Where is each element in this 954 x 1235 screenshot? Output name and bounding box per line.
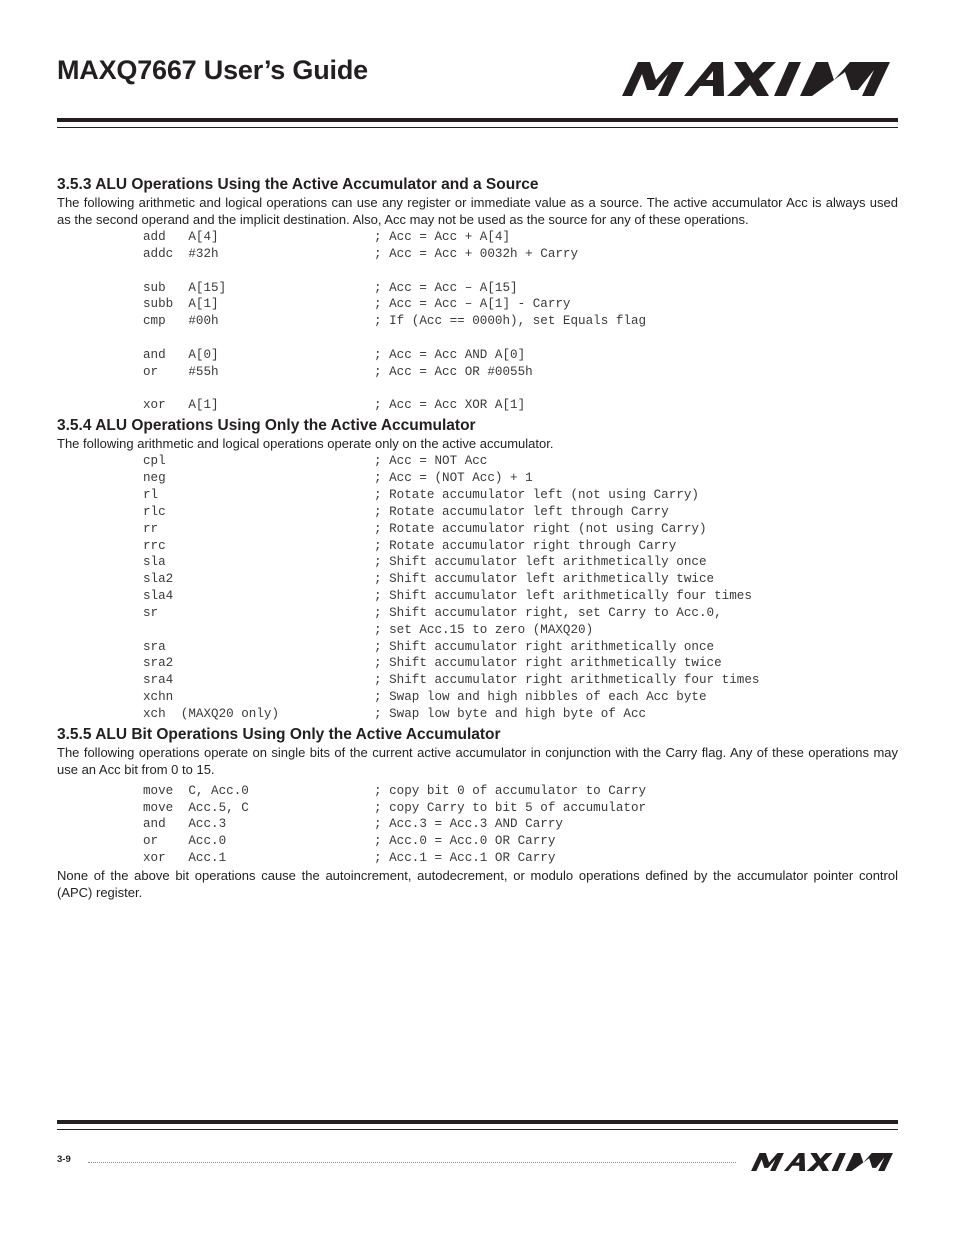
code-listing: [143, 783, 898, 867]
section-heading: 3.5.4 ALU Operations Using Only the Active Accumulator: [57, 417, 476, 435]
code-comment: ; Acc.3 = Acc.3 AND Carry: [374, 817, 563, 832]
code-listing: [143, 453, 898, 723]
code-instruction: move Acc.5, C: [143, 800, 249, 815]
code-instruction: rlc: [143, 504, 166, 519]
code-line: [143, 470, 898, 487]
code-line: [143, 364, 898, 381]
code-instruction: or #55h: [143, 364, 219, 379]
section-intro: The following arithmetic and logical operations operate only on the active accumulator.: [57, 436, 554, 452]
code-comment: ; Acc = Acc OR #0055h: [374, 364, 533, 379]
code-line: [143, 453, 898, 470]
section-intro: The following arithmetic and logical operations can use any register or immediate value as a source. The active accumulator Acc is always used as the second operand and the implicit destination. Also, Acc may not be used as the source for any of these operations.: [57, 195, 898, 227]
code-line: [143, 296, 898, 313]
code-instruction: neg: [143, 471, 166, 486]
code-line: [143, 347, 898, 364]
code-comment: ; Rotate accumulator left through Carry: [374, 504, 669, 519]
code-comment: ; Rotate accumulator right through Carry: [374, 538, 677, 553]
code-instruction: addc #32h: [143, 246, 219, 261]
code-listing: [143, 229, 898, 414]
code-instruction: rrc: [143, 538, 166, 553]
code-line: [143, 487, 898, 504]
code-comment: ; Shift accumulator left arithmetically four times: [374, 589, 752, 604]
code-comment: ; Shift accumulator right arithmetically twice: [374, 656, 722, 671]
footer-rule-thin: [57, 1129, 898, 1130]
code-line: [143, 397, 898, 414]
code-instruction: xor A[1]: [143, 398, 219, 413]
code-comment: ; Shift accumulator left arithmetically twice: [374, 572, 715, 587]
document-body: [57, 176, 898, 901]
code-comment: ; Acc = Acc + A[4]: [374, 230, 511, 244]
footer-leader-line: [88, 1162, 736, 1163]
section-3-5-3: [57, 176, 898, 414]
code-instruction: and A[0]: [143, 347, 219, 362]
code-instruction: sub A[15]: [143, 280, 227, 295]
code-line: [143, 850, 898, 867]
code-instruction: move C, Acc.0: [143, 783, 249, 798]
code-instruction: rr: [143, 521, 159, 536]
page-number: 3-9: [57, 1154, 71, 1165]
code-line: [143, 833, 898, 850]
section-heading: 3.5.5 ALU Bit Operations Using Only the Active Accumulator: [57, 725, 501, 743]
code-comment: ; Acc = Acc – A[15]: [374, 280, 518, 295]
code-line: [143, 280, 898, 297]
code-instruction: sra2: [143, 656, 174, 671]
header-rule-thick: [57, 118, 898, 122]
code-line: [143, 571, 898, 588]
code-comment: ; Shift accumulator right, set Carry to Acc.0,: [374, 605, 722, 620]
code-instruction: sla4: [143, 589, 174, 604]
code-comment: ; Acc = (NOT Acc) + 1: [374, 471, 533, 486]
code-line: [143, 800, 898, 817]
code-instruction: or Acc.0: [143, 834, 227, 849]
code-line: [143, 246, 898, 263]
code-instruction: xch (MAXQ20 only): [143, 706, 280, 721]
code-comment: ; copy Carry to bit 5 of accumulator: [374, 800, 647, 815]
code-comment: ; set Acc.15 to zero (MAXQ20): [374, 622, 594, 637]
document-title: MAXQ7667 User’s Guide: [57, 55, 368, 85]
code-instruction: sla: [143, 555, 166, 570]
code-blank-line: [143, 330, 898, 347]
code-line: [143, 672, 898, 689]
code-instruction: sra4: [143, 673, 174, 688]
code-instruction: cpl: [143, 454, 166, 469]
code-comment: ; Swap low byte and high byte of Acc: [374, 706, 647, 721]
code-blank-line: [143, 381, 898, 398]
code-comment: ; Rotate accumulator right (not using Carry): [374, 521, 707, 536]
code-line: [143, 504, 898, 521]
code-instruction: cmp #00h: [143, 314, 219, 329]
code-line: [143, 639, 898, 656]
code-line: [143, 588, 898, 605]
section-outro: None of the above bit operations cause the autoincrement, autodecrement, or modulo operations defined by the accumulator pointer control (APC) register.: [57, 868, 898, 900]
code-comment: ; Acc = Acc AND A[0]: [374, 347, 526, 362]
code-instruction: xor Acc.1: [143, 851, 227, 866]
code-instruction: [143, 622, 374, 639]
code-instruction: rl: [143, 487, 159, 502]
code-line: [143, 816, 898, 833]
code-comment: ; Acc = Acc + 0032h + Carry: [374, 246, 579, 261]
code-line: [143, 521, 898, 538]
code-comment: ; Acc.1 = Acc.1 OR Carry: [374, 851, 556, 866]
code-line: [143, 689, 898, 706]
section-3-5-4: [57, 417, 898, 723]
code-instruction: and Acc.3: [143, 817, 227, 832]
code-comment: ; Shift accumulator left arithmetically once: [374, 555, 707, 570]
code-comment: ; Swap low and high nibbles of each Acc byte: [374, 690, 707, 705]
header-rule-thin: [57, 127, 898, 128]
code-instruction: sra: [143, 639, 166, 654]
code-line: [143, 655, 898, 672]
code-comment: ; If (Acc == 0000h), set Equals flag: [374, 314, 647, 329]
code-comment: ; Acc = NOT Acc: [374, 454, 488, 469]
code-line: [143, 313, 898, 330]
footer-rule-thick: [57, 1120, 898, 1124]
code-comment: ; Acc.0 = Acc.0 OR Carry: [374, 834, 556, 849]
section-intro: The following operations operate on single bits of the current active accumulator in conjunction with the Carry flag. Any of these operations may use an Acc bit from 0 to 15.: [57, 744, 898, 777]
code-blank-line: [143, 263, 898, 280]
code-line: [143, 783, 898, 800]
code-comment: ; Acc = Acc XOR A[1]: [374, 398, 526, 413]
maxim-logo: [622, 62, 890, 96]
code-line: [143, 622, 898, 639]
code-line: [143, 538, 898, 555]
code-line: [143, 229, 898, 246]
code-comment: ; Shift accumulator right arithmetically once: [374, 639, 715, 654]
code-comment: ; copy bit 0 of accumulator to Carry: [374, 783, 647, 798]
code-instruction: add A[4]: [143, 230, 219, 244]
section-heading: 3.5.3 ALU Operations Using the Active Accumulator and a Source: [57, 176, 539, 193]
code-line: [143, 554, 898, 571]
code-comment: ; Rotate accumulator left (not using Carry): [374, 487, 699, 502]
code-instruction: subb A[1]: [143, 297, 219, 312]
code-instruction: sla2: [143, 572, 174, 587]
section-3-5-5: [57, 726, 898, 901]
code-comment: ; Acc = Acc – A[1] - Carry: [374, 297, 571, 312]
code-line: [143, 605, 898, 622]
code-line: [143, 706, 898, 723]
code-instruction: xchn: [143, 690, 174, 705]
maxim-logo-footer: [750, 1153, 894, 1171]
code-comment: ; Shift accumulator right arithmetically four times: [374, 673, 760, 688]
code-instruction: sr: [143, 605, 159, 620]
